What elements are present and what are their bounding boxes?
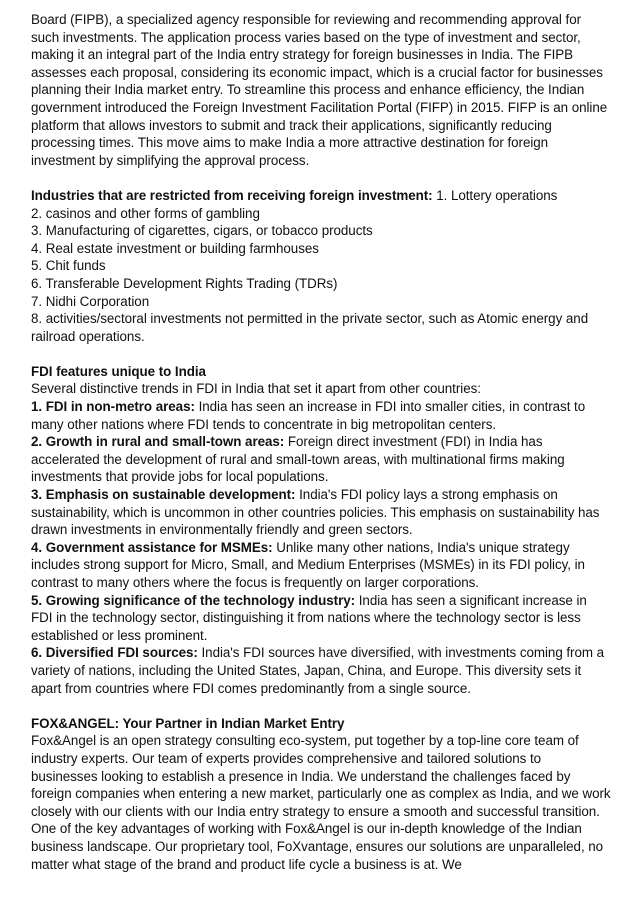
restricted-item-4: 4. Real estate investment or building farmhouses bbox=[31, 240, 319, 256]
restricted-industries-heading: Industries that are restricted from receiving foreign investment: bbox=[31, 187, 433, 203]
fdi-feature-6 bbox=[31, 644, 611, 697]
restricted-item-8: 8. activities/sectoral investments not permitted in the private sector, such as Atomic energy and railroad operations. bbox=[31, 311, 589, 344]
fdi-feature-2 bbox=[31, 433, 611, 486]
fdi-feature-3 bbox=[31, 486, 611, 539]
fdi-feature-title: 1. FDI in non-metro areas: bbox=[31, 399, 195, 415]
fdi-feature-1 bbox=[31, 398, 611, 433]
intro-paragraph: Board (FIPB), a specialized agency responsible for reviewing and recommending approval for such investments. The application process varies based on the type of investment and sector, making it an integral part of the India entry strategy for foreign businesses in India. The FIPB assesses each proposal, considering its economic impact, which is a crucial factor for businesses planning their India market entry. To streamline this process and enhance efficiency, the Indian government introduced the Foreign Investment Facilitation Portal (FIFP) in 2015. FIFP is an online platform that allows investors to submit and track their applications, significantly reducing processing times. This move aims to make India a more attractive destination for foreign investment by simplifying the approval process. bbox=[31, 12, 608, 168]
restricted-item-6: 6. Transferable Development Rights Trading (TDRs) bbox=[31, 275, 338, 291]
restricted-item-3: 3. Manufacturing of cigarettes, cigars, or tobacco products bbox=[31, 223, 373, 239]
fdi-feature-text: Foreign direct investment (FDI) in India has accelerated the development of rural and small-town areas, with multinational firms making investments that provide jobs for local populations. bbox=[31, 434, 565, 485]
fdi-feature-5 bbox=[31, 592, 611, 645]
fdi-feature-text: India's FDI sources have diversified, with investments coming from a variety of nations, including the United States, Japan, China, and Europe. This diversity sets it apart from countries where FDI comes predominantly from a single source. bbox=[31, 645, 605, 696]
fdi-feature-text: India has seen a significant increase in FDI in the technology sector, distinguishing it from nations where the technology sector is less established or less prominent. bbox=[31, 592, 587, 643]
restricted-industries-block bbox=[31, 187, 611, 345]
restricted-item-1: 1. Lottery operations bbox=[436, 187, 558, 203]
fdi-features-heading: FDI features unique to India bbox=[31, 363, 206, 379]
fdi-feature-title: 6. Diversified FDI sources: bbox=[31, 645, 198, 661]
partner-heading: FOX&ANGEL: Your Partner in Indian Market Entry bbox=[31, 715, 345, 731]
partner-paragraph: Fox&Angel is an open strategy consulting eco-system, put together by a top-line core team of industry experts. Our team of experts provides comprehensive and tailored solutions to businesses looking to establish a presence in India. We understand the challenges faced by foreign companies when entering a new market, particularly one as complex as India, and we work closely with our clients with our India entry strategy to ensure a smooth and successful transition. One of the key advantages of working with Fox&Angel is our in-depth knowledge of the Indian business landscape. Our proprietary tool, FoXvantage, ensures our solutions are unparalleled, no matter what stage of the brand and product life cycle a business is at. We bbox=[31, 733, 611, 872]
restricted-item-7: 7. Nidhi Corporation bbox=[31, 293, 150, 309]
document-page bbox=[31, 11, 611, 873]
fdi-feature-text: Unlike many other nations, India's unique strategy includes strong support for Micro, Small, and Medium Enterprises (MSMEs) in its FDI policy, in contrast to many others where the focus is frequently on larger corporations. bbox=[31, 539, 585, 590]
fdi-feature-text: India's FDI policy lays a strong emphasis on sustainability, which is uncommon in other countries policies. This emphasis on sustainability has drawn investments in environmentally friendly and green sectors. bbox=[31, 487, 600, 538]
fdi-feature-title: 3. Emphasis on sustainable development: bbox=[31, 487, 296, 503]
fdi-feature-title: 4. Government assistance for MSMEs: bbox=[31, 539, 273, 555]
fdi-feature-title: 2. Growth in rural and small-town areas: bbox=[31, 434, 285, 450]
fdi-features-intro: Several distinctive trends in FDI in India that set it apart from other countries: bbox=[31, 381, 481, 397]
restricted-item-5: 5. Chit funds bbox=[31, 258, 106, 274]
fdi-feature-text: India has seen an increase in FDI into smaller cities, in contrast to many other nations where FDI tends to concentrate in big metropolitan centers. bbox=[31, 399, 586, 432]
restricted-item-2: 2. casinos and other forms of gambling bbox=[31, 205, 260, 221]
fdi-feature-title: 5. Growing significance of the technology industry: bbox=[31, 592, 356, 608]
fdi-feature-4 bbox=[31, 539, 611, 592]
